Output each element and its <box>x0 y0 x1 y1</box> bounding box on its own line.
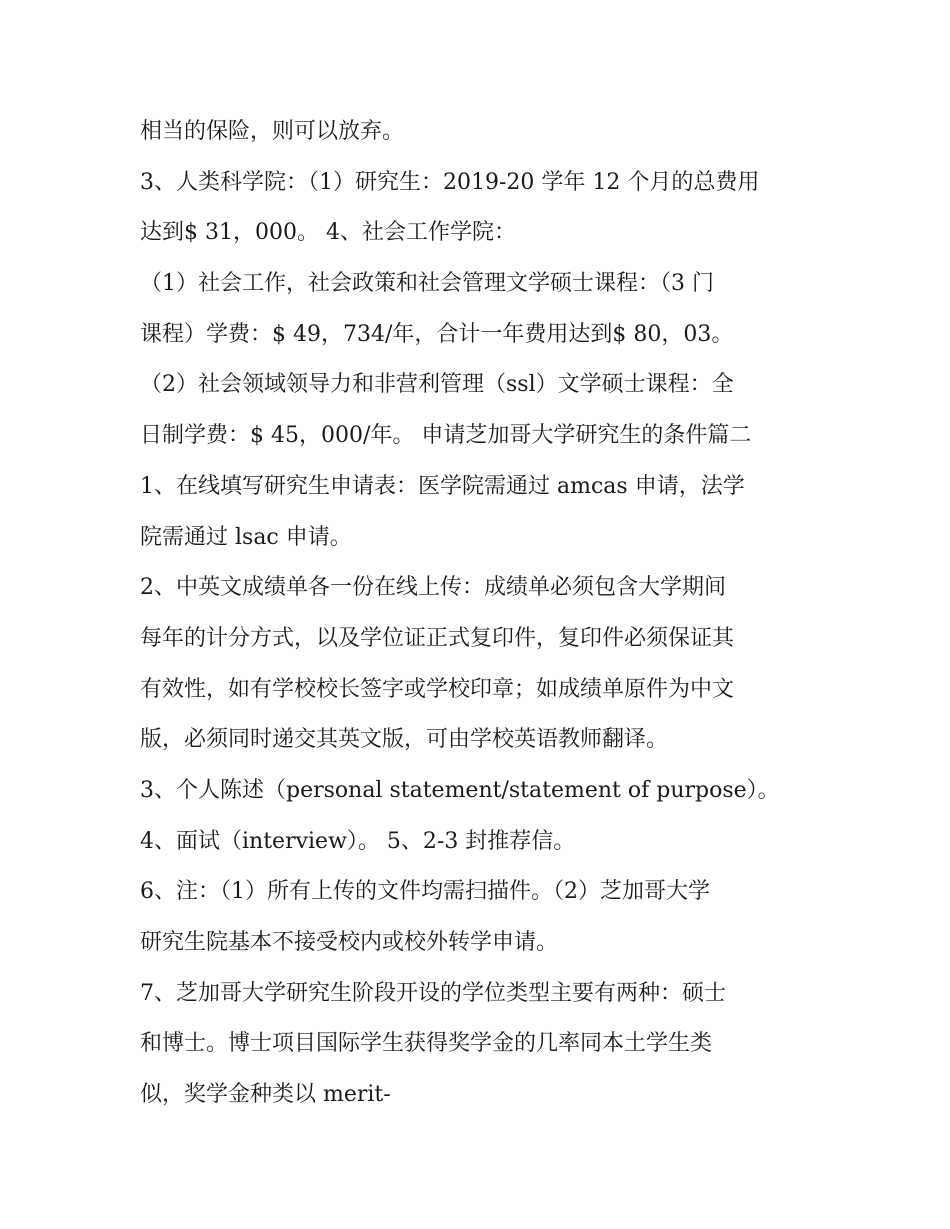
text-line: （1）社会工作，社会政策和社会管理文学硕士课程：（3 门 <box>140 271 714 297</box>
text-line: 6、注：（1）所有上传的文件均需扫描件。（2）芝加哥大学 <box>140 879 710 905</box>
text-line: 每年的计分方式，以及学位证正式复印件，复印件必须保证其 <box>140 625 735 651</box>
text-line: 相当的保险，则可以放弃。 <box>140 119 405 144</box>
text-line: 3、个人陈述（personal statement/statement of purpose）。 <box>140 777 780 803</box>
text-line: 达到$ 31，000。 4、社会工作学院： <box>140 220 516 246</box>
text-line: 版，必须同时递交其英文版，可由学校英语教师翻译。 <box>140 727 669 753</box>
text-line: 日制学费：$ 45，000/年。 申请芝加哥大学研究生的条件篇二 <box>140 423 752 449</box>
text-line: 研究生院基本不接受校内或校外转学申请。 <box>140 930 559 955</box>
text-line: （2）社会领域领导力和非营利管理（ssl）文学硕士课程：全 <box>140 372 734 398</box>
text-line: 2、中英文成绩单各一份在线上传：成绩单必须包含大学期间 <box>140 575 726 601</box>
text-line: 课程）学费：$ 49，734/年，合计一年费用达到$ 80，03。 <box>140 321 734 347</box>
body-text <box>140 107 830 1121</box>
text-line: 院需通过 lsac 申请。 <box>140 524 352 550</box>
text-line: 3、人类科学院：（1）研究生：2019-20 学年 12 个月的总费用 <box>140 169 760 195</box>
text-line: 7、芝加哥大学研究生阶段开设的学位类型主要有两种：硕士 <box>140 980 726 1006</box>
text-line: 和博士。博士项目国际学生获得奖学金的几率同本土学生类 <box>140 1031 713 1057</box>
text-line: 有效性，如有学校校长签字或学校印章；如成绩单原件为中文 <box>140 676 735 702</box>
text-line: 4、面试（interview）。 5、2-3 封推荐信。 <box>140 828 576 854</box>
text-line: 似，奖学金种类以 merit- <box>140 1082 391 1108</box>
text-line: 1、在线填写研究生申请表：医学院需通过 amcas 申请，法学 <box>140 473 745 499</box>
